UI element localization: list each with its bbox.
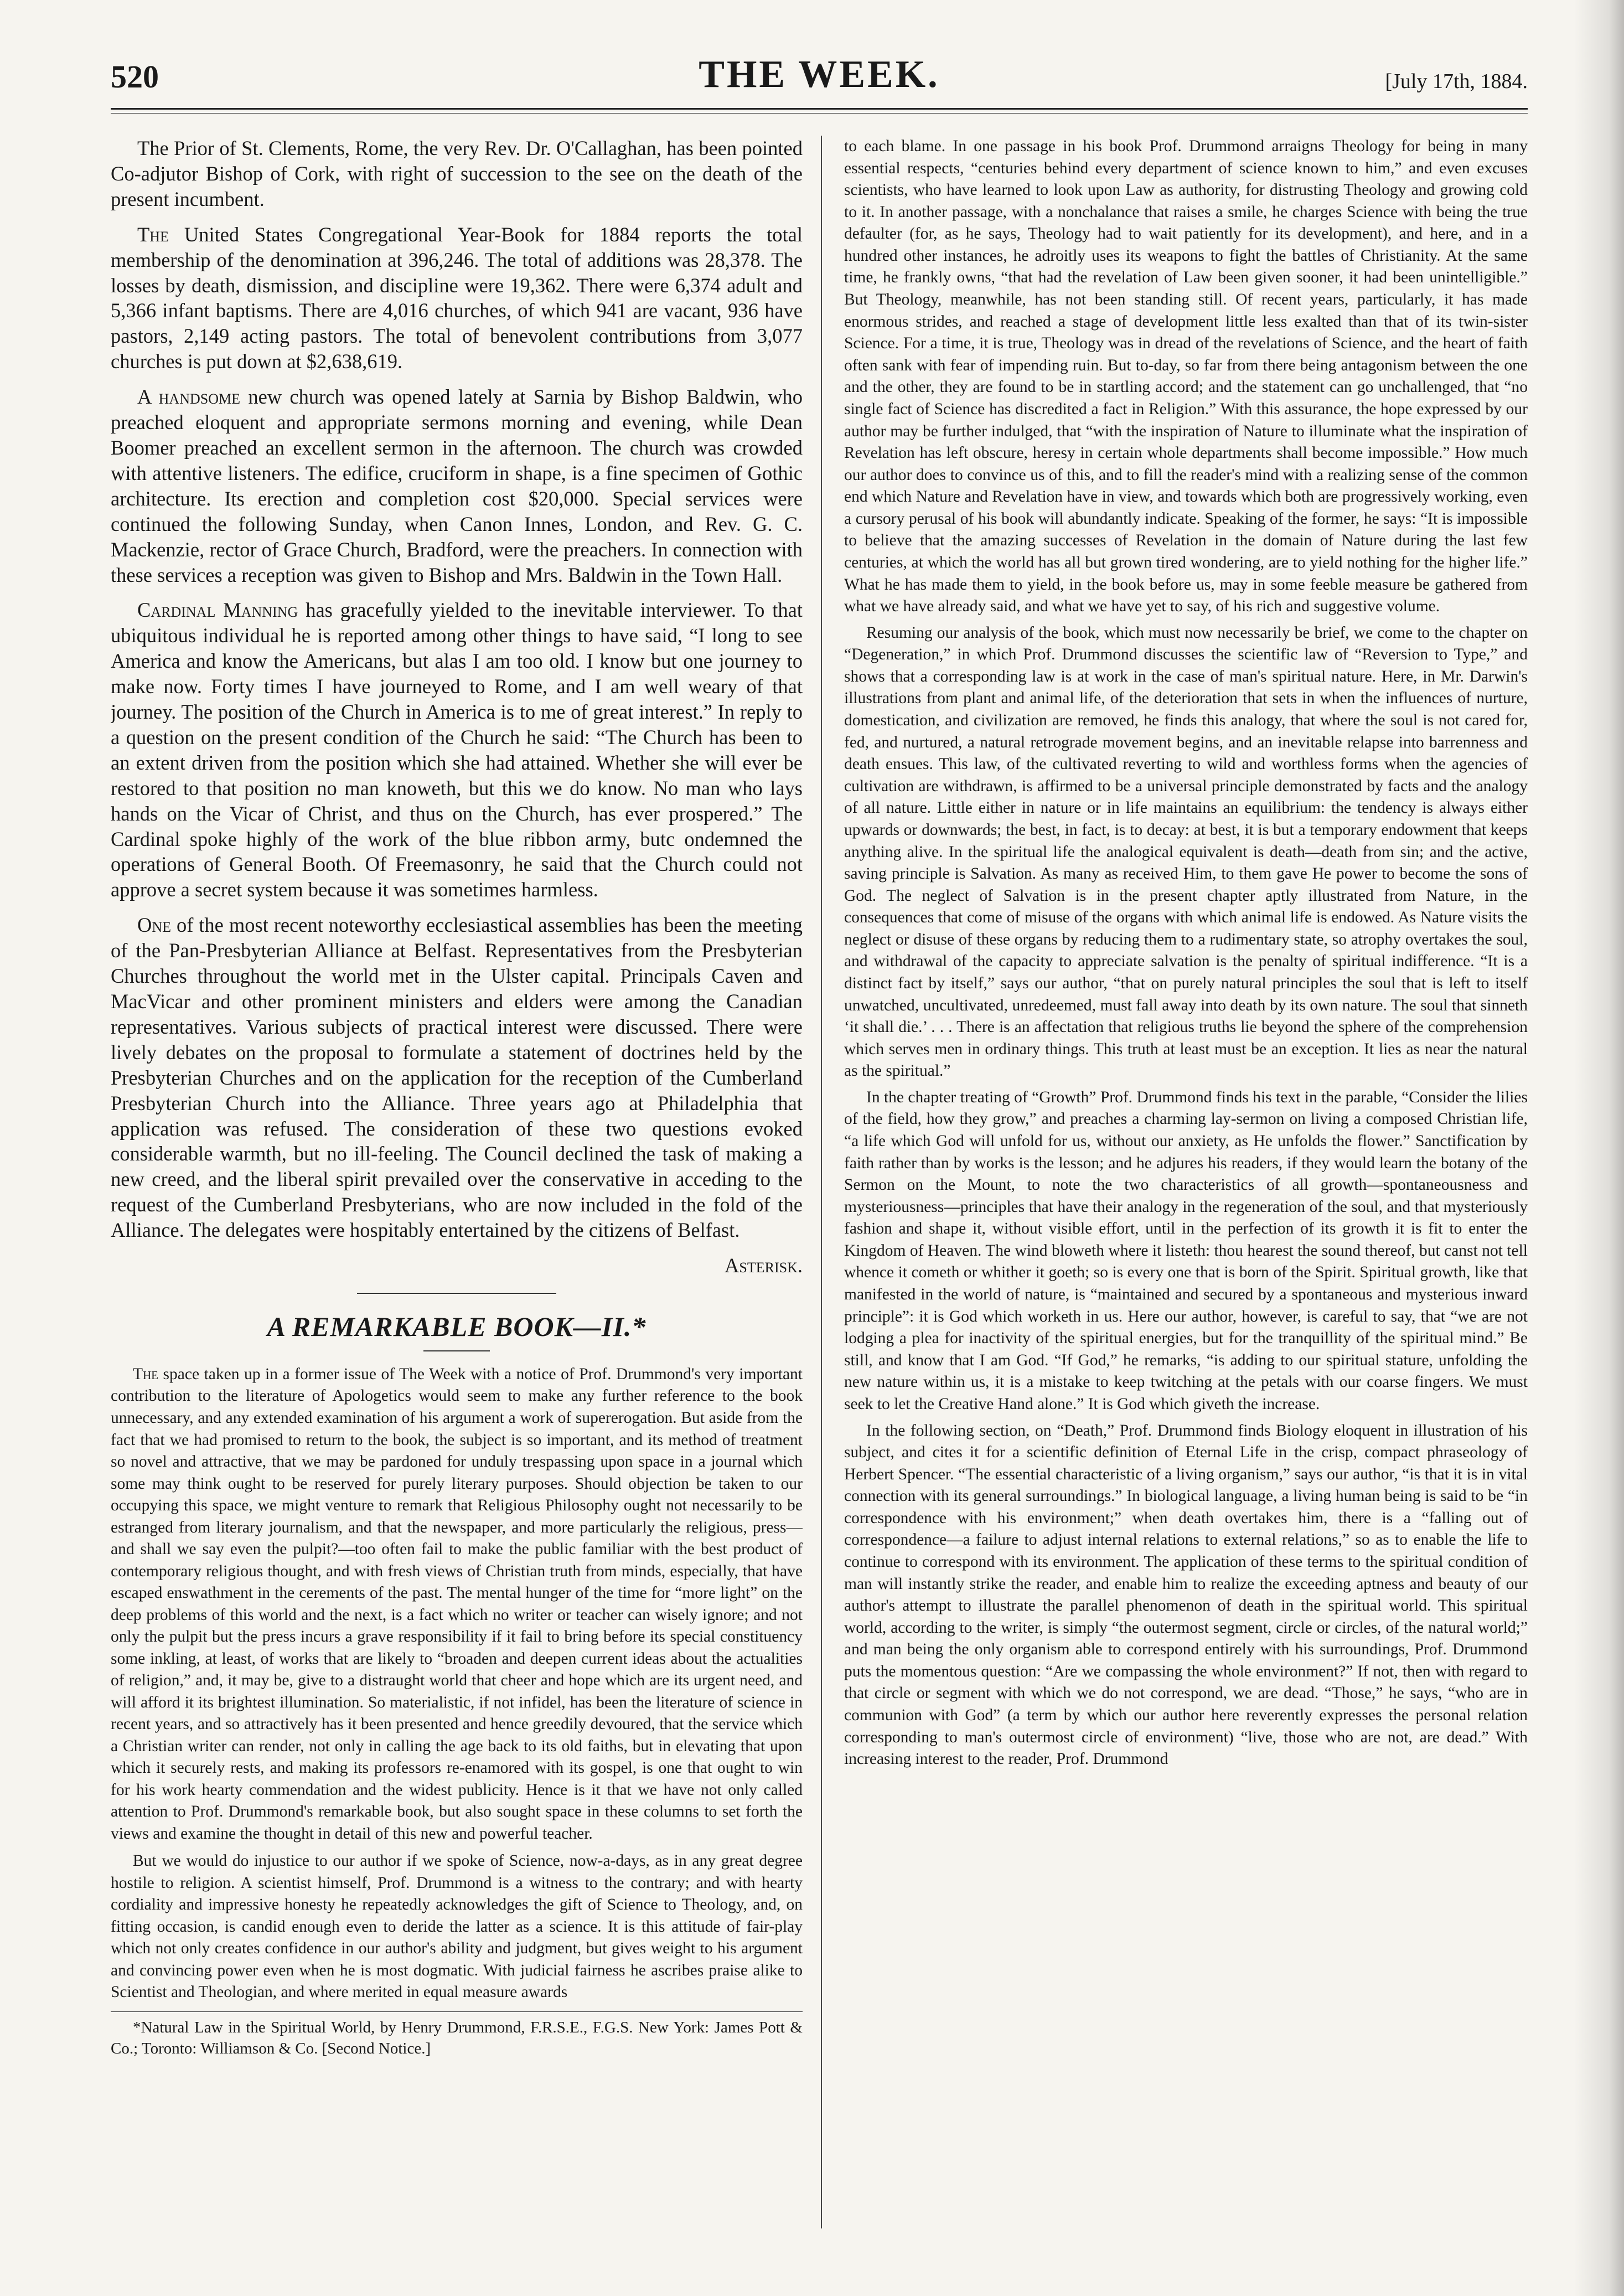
header-rule	[111, 108, 1528, 113]
page-header	[111, 53, 1528, 102]
news-item-text: has gracefully yielded to the inevitable interviewer. To that ubiquitous individual he is reported among other things to have said, “I long to see America and know the Americans, but alas I am too old. I know but one journey to make now. Forty times I have journeyed to Rome, and I am well weary of that journey. The position of the Church in America is to me of great interest.” In reply to a question on the present condition of the Church he said: “The Church has been to an extent driven from the position which she had attained. Whether she will ever be restored to that position no man knoweth, but this we do know. No man who lays hands on the Vicar of Christ, and thus on the Church, has ever prospered.” The Cardinal spoke highly of the work of the blue ribbon army, butc ondemned the operations of General Booth. Of Freemasonry, he said that the Church could not approve a secret system because it was sometimes harmless.	[111, 598, 803, 901]
news-item-lead: A handsome	[137, 385, 240, 409]
scan-shadow-edge	[1574, 0, 1624, 2296]
title-rule	[423, 1350, 490, 1351]
article-paragraph-text: But we would do injustice to our author if we spoke of Science, now-a-days, as in any great degree hostile to religion. A scientist himself, Prof. Drummond is a witness to the contrary; and with hearty cordiality and impressive honesty he repeatedly acknowledges the gift of Science to Theology, and, on fitting occasion, is candid enough even to deride the latter as a science. It is this attitude of fair-play which not only creates confidence in our author's ability and judgment, but gives weight to his argument and convincing power even when he is most dogmatic. With judicial fairness he ascribes praise alike to Scientist and Theologian, and where merited in equal measure awards	[111, 1852, 803, 2001]
footnote: *Natural Law in the Spiritual World, by Henry Drummond, F.R.S.E., F.G.S. New York: James Pott & Co.; Toronto: Williamson & Co. [Second Notice.]	[111, 2018, 803, 2057]
column-rule	[821, 136, 822, 2228]
news-item-text: The Prior of St. Clements, Rome, the very Rev. Dr. O'Callaghan, has been pointed Co-adjutor Bishop of Cork, with right of succession to the see on the death of the present incumbent.	[111, 137, 803, 210]
signature: Asterisk.	[725, 1254, 803, 1277]
news-item	[111, 222, 803, 374]
article-paragraph: In the following section, on “Death,” Prof. Drummond finds Biology eloquent in illustration of his subject, and cites it for a scientific definition of Eternal Life in the crisp, compact phraseology of Herbert Spencer. “The essential characteristic of a living organism,” says our author, “is that it is in vital connection with its general surroundings.” In biological language, a living human being is said to be “in correspondence with his environment;” when death overtakes him, there is a “falling out of correspondence—a failure to adjust internal relations to external relations,” so as to enable the life to continue to correspond with its environment. The application of these terms to the spiritual condition of man will instantly strike the reader, and enable him to realize the exceeding aptness and beauty of our author's attempt to illustrate the parallel phenomenon of death in the spiritual world. This spiritual world, according to the writer, is simply “the outermost segment, circle or circles, of the natural world;” and man being the only organism able to correspond entirely with his surroundings, Prof. Drummond puts the momentous question: “Are we compassing the whole environment?” If not, then with regard to that circle or segment with which we do not correspond, we are dead. “Those,” he says, “who are in communion with God” (a term by which our author here reverently expresses the personal relation corresponding to man's outermost circle of environment) “live, those who are not, are dead.” With increasing interest to the reader, Prof. Drummond	[844, 1421, 1528, 1768]
article-body-left	[111, 1364, 803, 2004]
footnote-rule	[111, 2011, 803, 2012]
article-title: A REMARKABLE BOOK—II.*	[267, 1310, 647, 1342]
news-item	[111, 136, 803, 212]
article-paragraph-text: space taken up in a former issue of The Week with a notice of Prof. Drummond's very important contribution to the literature of Apologetics would seem to make any further reference to the book unnecessary, and any extended examination of his argument a work of supererogation. But aside from the fact that we had promised to return to the book, the subject is so important, and its method of treatment so novel and attractive, that we may be pardoned for unduly trespassing upon space in a journal which some may think ought to be reserved for purely literary purposes. Should objection be taken to our occupying this space, we might venture to remark that Religious Philosophy ought not necessarily to be estranged from literary journalism, and that the newspaper, and more particularly the religious, press—and shall we say even the pulpit?—too often fail to make the public familiar with the best product of contemporary religious thought, and with fresh views of Christian truth from minds, especially, that have escaped enswathment in the cerements of the past. The mental hunger of the time for “more light” on the deep problems of this world and the next, is a fact which no writer or teacher can wisely ignore; and not only the pulpit but the press incurs a grave responsibility if it fail to bring before its special constituency some inkling, at least, of works that are likely to “broaden and deepen current ideas about the actualities of religion,” and, it may be, give to a distraught world that cheer and hope which are its urgent need, and will afford it its brightest illumination. So materialistic, if not infidel, has been the literature of science in recent years, and so attractively has it been presented and hence greedily devoured, that the service which a Christian writer can render, not only in calling the age back to its old faiths, but in elevating that upon which it securely rests, and making its professors re-enamored with its gospel, is one that ought to win for his work hearty commendation and the widest publicity. Hence is it that we have not only called attention to Prof. Drummond's remarkable book, but also sought space in these columns to set forth the views and examine the thought in detail of this new and powerful teacher.	[111, 1365, 803, 1843]
article-paragraph: Resuming our analysis of the book, which must now necessarily be brief, we come to the chapter on “Degeneration,” in which Prof. Drummond discusses the scientific law of “Reversion to Type,” and shows that a corresponding law is at work in the case of man's spiritual nature. Here, in Mr. Darwin's illustrations from plant and animal life, of the deterioration that sets in when the influences of nurture, domestication, and civilization are removed, he finds this analogy, that where the soul is not cared for, fed, and nurtured, a natural retrograde movement begins, and an inevitable relapse into barrenness and death ensues. This law, of the cultivated reverting to wild and worthless forms when the agencies of cultivation are withdrawn, is affirmed to be a universal principle demonstrated by facts and the analogy of all nature. Little either in nature or in life maintains an equilibrium: the tendency is always either upwards or downwards; the best, in fact, is to decay: at best, it is but a temporary endowment that keeps anything alive. In the spiritual life the analogical equivalent is death—death from sin; and the active, saving principle is Salvation. As many as received Him, to them gave He power to become the sons of God. The neglect of Salvation is in the present chapter aptly illustrated from Nature, in the consequences that come of misuse of the organs with which animal life is endowed. As Nature visits the neglect or disuse of these organs by reducing them to a rudimentary state, so atrophy overtakes the soul, and withdrawal of the capacity to appreciate salvation is the penalty of spiritual indifference. “It is a distinct fact by itself,” says our author, “that on purely natural principles the soul that is left to itself unwatched, uncultivated, unredeemed, must fall away into death by its own nature. The soul that sinneth ‘it shall die.’ . . . There is an affectation that religious truths lie beyond the sphere of the comprehension which serves men in ordinary things. This truth at least must be an exception. It lies as near the natural as the spiritual.”	[844, 623, 1528, 1080]
journal-title: THE WEEK.	[699, 53, 940, 96]
issue-date: [July 17th, 1884.	[1385, 70, 1528, 93]
news-item-lead: The	[137, 223, 169, 246]
news-item	[111, 597, 803, 902]
news-items	[111, 136, 803, 1278]
news-item	[111, 912, 803, 1243]
news-item-lead: Cardinal Manning	[137, 598, 298, 622]
article-lead: The	[133, 1365, 159, 1383]
article-paragraph: to each blame. In one passage in his book Prof. Drummond arraigns Theology for being in many essential respects, “centuries behind every department of science known to him,” and even excuses scientists, who have learned to look upon Law as authority, for distrusting Theology and growing cold to it. In another passage, with a nonchalance that raises a smile, he charges Science with being the true defaulter (for, as he says, Theology had to wait patiently for its development), and here, and in a hundred other instances, he adroitly uses its weapons to fight the battles of Christianity. At the same time, he frankly owns, “that had the revelation of Law been given sooner, it had been unintelligible.” But Theology, meanwhile, has not been standing still. Of recent years, particularly, it has made enormous strides, and reached a stage of development little less exalted than that of its twin-sister Science. For a time, it is true, Theology was in dread of the revelations of Science, and the heart of faith often sank with fear of impending ruin. But to-day, so far from there being antagonism between the one and the other, they are found to be in startling accord; and the statement can go unchallenged, that “no single fact of Science has discredited a fact in Religion.” With this assurance, the hope expressed by our author may be further indulged, that “with the inspiration of Nature to illuminate what the inspiration of Revelation has left obscure, heresy in certain whole departments shall become impossible.” How much our author does to convince us of this, and to fill the reader's mind with a realizing sense of the common end which Nature and Revelation have in view, and towards which both are progressively working, even a cursory perusal of his book will abundantly indicate. Speaking of the former, he says: “It is impossible to believe that the amazing successes of Revelation in the domain of Nature during the last few centuries, at which the world has all but grown tired wondering, are to yield nothing for the higher life.” What he has made them to yield, in the book before us, may in some feeble measure be gathered from what we have already said, and what we have yet to say, of his rich and suggestive volume.	[844, 137, 1528, 616]
article-paragraph	[111, 1364, 803, 1845]
left-column	[111, 136, 803, 2251]
article-paragraph	[111, 1850, 803, 2004]
news-item-text: United States Congregational Year-Book for 1884 reports the total membership of the denomination at 396,246. The total of additions was 28,378. The losses by death, dismission, and discipline were 19,362. There were 6,374 adult and 5,366 infant baptisms. There are 4,016 churches, of which 941 are vacant, 936 have pastors, 2,149 acting pastors. The total of benevolent contributions from 3,077 churches is put down at $2,638,619.	[111, 223, 803, 373]
right-column	[844, 136, 1528, 2251]
page-number: 520	[111, 59, 159, 95]
news-item-text: of the most recent noteworthy ecclesiastical assemblies has been the meeting of the Pan-Presbyterian Alliance at Belfast. Representatives from the Presbyterian Churches throughout the world met in the Ulster capital. Principals Caven and MacVicar and other prominent ministers and elders were among the Canadian representatives. Various subjects of practical interest were discussed. There were lively debates on the proposal to formulate a statement of doctrines held by the Presbyterian Churches and on the application for the reception of the Cumberland Presbyterian Church into the Alliance. Three years ago at Philadelphia that application was refused. The consideration of these two questions evoked considerable warmth, but no ill-feeling. The Council declined the task of making a new creed, and the liberal spirit prevailed over the conservative in acceding to the request of the Cumberland Presbyterians, who are now included in the fold of the Alliance. The delegates were hospitably entertained by the citizens of Belfast.	[111, 914, 803, 1242]
section-divider	[357, 1293, 556, 1294]
article-paragraph: In the chapter treating of “Growth” Prof. Drummond finds his text in the parable, “Consider the lilies of the field, how they grow,” and preaches a charming lay-sermon on living a composed Christian life, “a life which God will unfold for us, without our anxiety, as He unfolds the flower.” Sanctification by faith rather than by works is the lesson; and he adjures his readers, if they would learn the botany of the Sermon on the Mount, to note the two characteristics of all growth—spontaneousness and mysteriousness—principles that have their analogy in the regeneration of the soul, and that mysteriously fashion and shape it, without visible effort, until in the perfection of its growth it is fit to enter the Kingdom of Heaven. The wind bloweth where it listeth: thou hearest the sound thereof, but canst not tell whence it cometh or whither it goeth; so is every one that is born of the Spirit. Spiritual growth, like that manifested in the world of nature, is “maintained and secured by a spontaneous and mysterious inward principle”: it is God which worketh in us. Here our author, however, is careful to say, that “we are not lodging a plea for inactivity of the spiritual energies, but for the tranquillity of the spiritual mind.” Be still, and know that I am God. “If God,” he remarks, “is adding to our spiritual stature, unfolding the new nature within us, it is a mistake to keep twitching at the petals with our coarse fingers. We must seek to let the Creative Hand alone.” It is God which giveth the increase.	[844, 1088, 1528, 1413]
news-item-text: new church was opened lately at Sarnia by Bishop Baldwin, who preached eloquent and appropriate sermons morning and evening, while Dean Boomer preached an excellent sermon in the afternoon. The church was crowded with attentive listeners. The edifice, cruciform in shape, is a fine specimen of Gothic architecture. Its erection and completion cost $20,000. Special services were continued the following Sunday, when Canon Innes, London, and Rev. G. C. Mackenzie, rector of Grace Church, Bradford, were the preachers. In connection with these services a reception was given to Bishop and Mrs. Baldwin in the Town Hall.	[111, 385, 803, 586]
news-item	[111, 384, 803, 587]
news-item-lead: One	[137, 914, 172, 937]
